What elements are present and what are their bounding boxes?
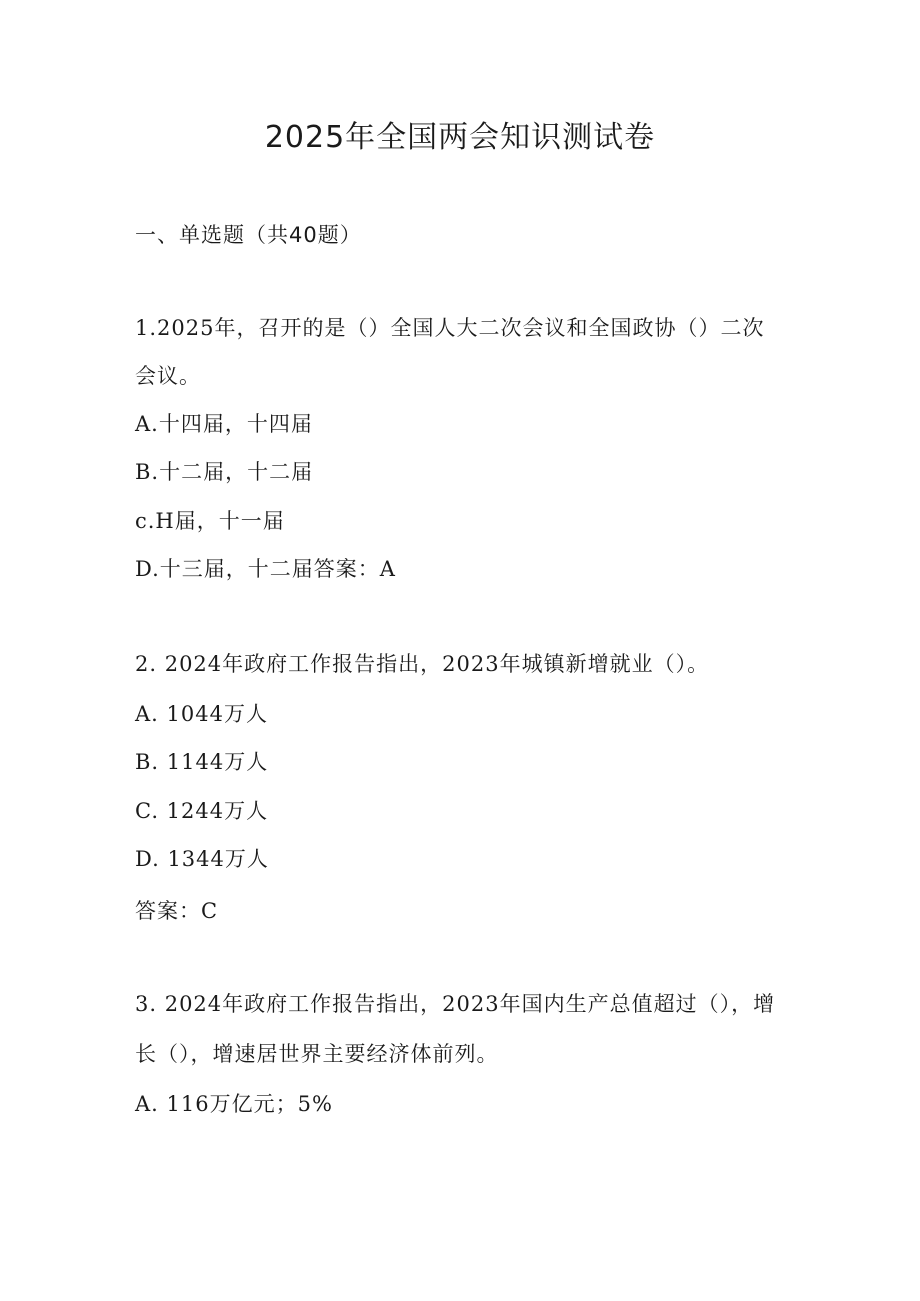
question-1-stem-line-2: 会议。 <box>135 364 201 388</box>
page-title: 2025年全国两会知识测试卷 <box>264 120 656 155</box>
question-3-stem-line-1: 3. 2024年政府工作报告指出，2023年国内生产总值超过（），增 <box>135 992 776 1016</box>
question-1-stem-line-1: 1.2025年，召开的是（）全国人大二次会议和全国政协（）二次 <box>135 316 765 340</box>
question-3-option-a: A. 116万亿元；5% <box>135 1092 333 1116</box>
question-2-option-a: A. 1044万人 <box>135 702 268 726</box>
question-2-option-c: C. 1244万人 <box>135 799 269 823</box>
section-heading: 一、单选题（共40题） <box>135 223 362 247</box>
question-1-option-b: B.十二届，十二届 <box>135 460 314 484</box>
question-1-option-c: c.H届，十一届 <box>135 509 285 533</box>
question-2-stem: 2. 2024年政府工作报告指出，2023年城镇新增就业（）。 <box>135 652 710 676</box>
question-1-option-a: A.十四届，十四届 <box>135 412 313 436</box>
question-1-option-d-answer: D.十三届，十二届答案：A <box>135 557 396 581</box>
question-3-stem-line-2: 长（），增速居世界主要经济体前列。 <box>135 1042 499 1066</box>
question-2-option-d: D. 1344万人 <box>135 847 269 871</box>
question-2-answer: 答案：C <box>135 899 219 923</box>
question-2-option-b: B. 1144万人 <box>135 750 269 774</box>
